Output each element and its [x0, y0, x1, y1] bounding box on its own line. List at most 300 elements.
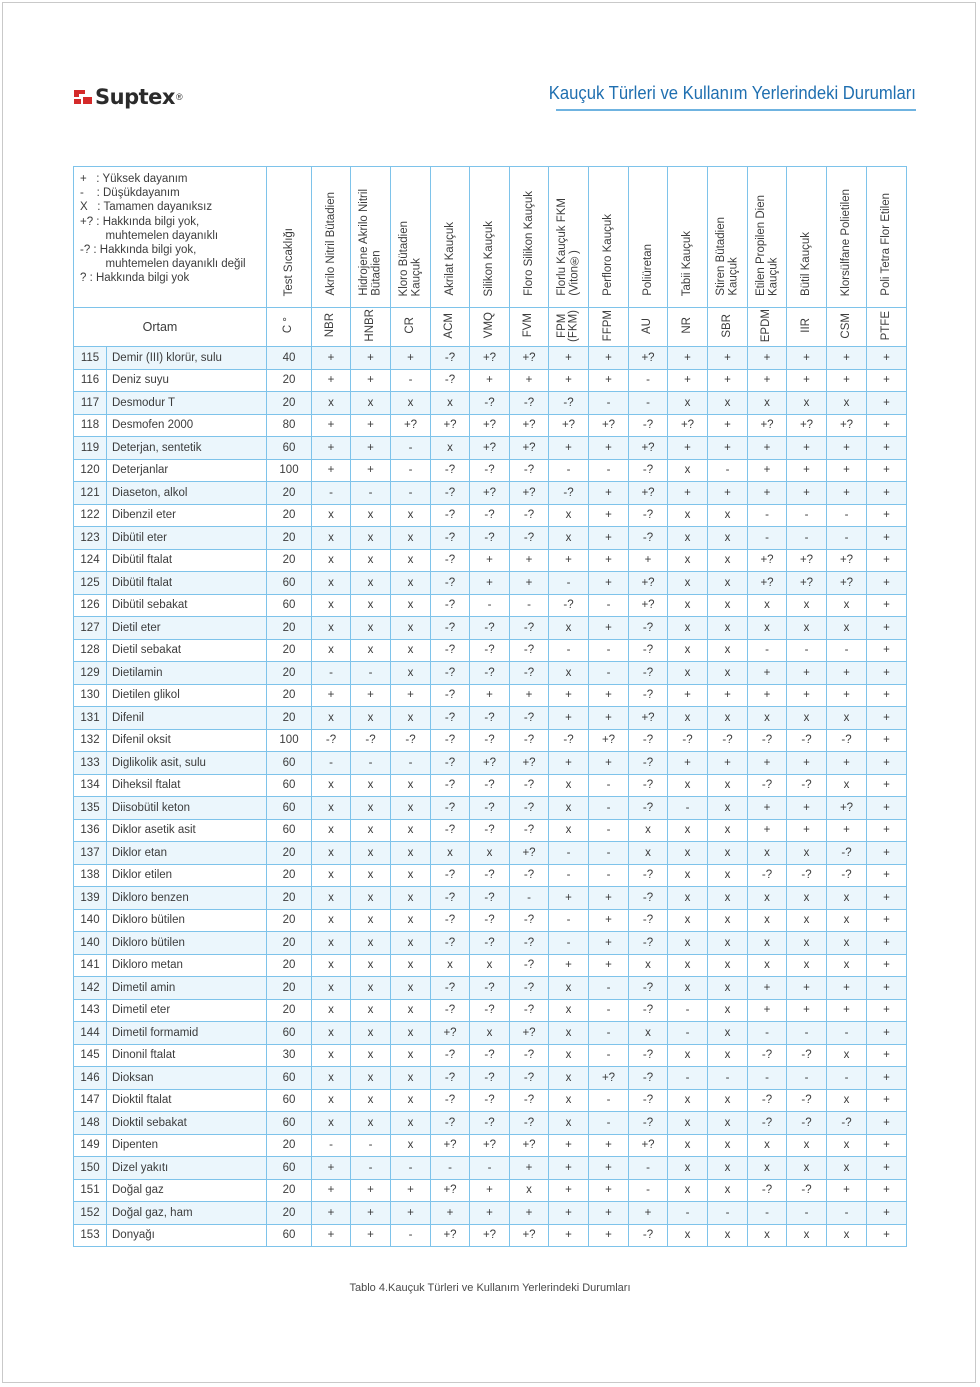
resistance-value: x [827, 1157, 867, 1180]
column-abbr-cell [431, 308, 470, 347]
resistance-value: + [867, 887, 907, 910]
column-header-fvm [510, 167, 549, 308]
resistance-value: + [748, 437, 787, 460]
resistance-value: + [827, 347, 867, 370]
resistance-value: + [827, 437, 867, 460]
resistance-value: x [391, 842, 431, 865]
table-row [74, 527, 907, 550]
resistance-value: + [589, 684, 629, 707]
column-name: Poliüretan [641, 244, 654, 296]
resistance-value: + [748, 977, 787, 1000]
resistance-value: x [787, 392, 827, 415]
resistance-value: - [351, 662, 391, 685]
row-number: 138 [74, 864, 107, 887]
resistance-value: x [549, 1089, 589, 1112]
resistance-value: -? [748, 1112, 787, 1135]
resistance-value: x [549, 1022, 589, 1045]
resistance-value: x [708, 1112, 748, 1135]
resistance-value: -? [510, 707, 549, 730]
table-row [74, 1224, 907, 1247]
test-temperature: 20 [267, 977, 312, 1000]
resistance-value: + [510, 1202, 549, 1225]
resistance-value: + [867, 459, 907, 482]
column-abbr: HNBR [363, 309, 376, 342]
test-temperature: 60 [267, 1022, 312, 1045]
resistance-value: -? [470, 527, 510, 550]
resistance-value: x [351, 864, 391, 887]
resistance-value: x [748, 909, 787, 932]
resistance-value: x [668, 1224, 708, 1247]
column-header-acm [431, 167, 470, 308]
legend-line: muhtemelen dayanıklı değil [80, 258, 246, 271]
test-temperature: 20 [267, 639, 312, 662]
resistance-value: + [351, 369, 391, 392]
column-header-vmq [470, 167, 510, 308]
resistance-value: -? [470, 774, 510, 797]
resistance-value: x [312, 797, 351, 820]
column-abbr: CSM [839, 312, 852, 339]
row-number: 150 [74, 1157, 107, 1180]
resistance-value: - [589, 459, 629, 482]
column-name: Tabii Kauçuk [681, 230, 694, 296]
resistance-value: x [668, 572, 708, 595]
resistance-value: -? [431, 572, 470, 595]
document-title: Kauçuk Türleri ve Kullanım Yerlerindeki Durumları [548, 82, 916, 103]
resistance-value: -? [470, 1067, 510, 1090]
resistance-value: + [867, 1022, 907, 1045]
medium-name: Deniz suyu [107, 369, 267, 392]
resistance-value: -? [431, 369, 470, 392]
test-temperature: 20 [267, 504, 312, 527]
resistance-value: + [589, 549, 629, 572]
resistance-value: + [867, 729, 907, 752]
medium-name: Dimetil amin [107, 977, 267, 1000]
resistance-value: + [827, 684, 867, 707]
column-abbr-cell [787, 308, 827, 347]
resistance-value: -? [787, 1044, 827, 1067]
medium-name: Donyağı [107, 1224, 267, 1247]
resistance-value: x [827, 932, 867, 955]
medium-name: Desmodur T [107, 392, 267, 415]
resistance-value: + [470, 1202, 510, 1225]
resistance-value: + [510, 572, 549, 595]
resistance-value: -? [748, 1089, 787, 1112]
resistance-value: -? [510, 977, 549, 1000]
test-temperature: 20 [267, 887, 312, 910]
resistance-value: + [312, 414, 351, 437]
resistance-value: x [787, 842, 827, 865]
resistance-value: + [470, 1179, 510, 1202]
row-number: 130 [74, 684, 107, 707]
resistance-value: -? [510, 662, 549, 685]
row-number: 142 [74, 977, 107, 1000]
resistance-value: x [391, 819, 431, 842]
table-row [74, 1157, 907, 1180]
resistance-value: + [867, 572, 907, 595]
resistance-value: x [549, 1112, 589, 1135]
resistance-value: x [391, 864, 431, 887]
resistance-value: - [668, 1022, 708, 1045]
medium-name: Dioktil ftalat [107, 1089, 267, 1112]
resistance-value: -? [391, 729, 431, 752]
medium-name: Dibenzil eter [107, 504, 267, 527]
resistance-value: -? [431, 864, 470, 887]
resistance-value: x [708, 639, 748, 662]
legend-line: + : Yüksek dayanım [80, 173, 188, 185]
resistance-value: + [668, 369, 708, 392]
resistance-value: + [748, 482, 787, 505]
temp-header [267, 167, 312, 308]
column-header-iir [787, 167, 827, 308]
table-row [74, 347, 907, 370]
resistance-value: x [351, 1089, 391, 1112]
medium-name: Diheksil ftalat [107, 774, 267, 797]
column-header-nbr [312, 167, 351, 308]
test-temperature: 20 [267, 482, 312, 505]
resistance-value: -? [629, 459, 668, 482]
resistance-value: - [748, 1202, 787, 1225]
resistance-value: -? [510, 999, 549, 1022]
table-row [74, 639, 907, 662]
resistance-value: + [549, 549, 589, 572]
resistance-value: x [708, 1224, 748, 1247]
test-temperature: 20 [267, 617, 312, 640]
column-name: Hidrojene Akrilo Nitril Bütadien [358, 189, 383, 296]
resistance-value: +? [510, 437, 549, 460]
row-number: 146 [74, 1067, 107, 1090]
resistance-value: +? [827, 549, 867, 572]
column-abbr-cell [312, 308, 351, 347]
resistance-value: -? [470, 617, 510, 640]
resistance-value: x [549, 1044, 589, 1067]
resistance-value: + [867, 1044, 907, 1067]
resistance-value: + [470, 369, 510, 392]
resistance-value: x [748, 1224, 787, 1247]
resistance-value: x [708, 954, 748, 977]
resistance-value: + [589, 482, 629, 505]
resistance-value: -? [431, 729, 470, 752]
resistance-value: + [668, 482, 708, 505]
resistance-value: + [589, 347, 629, 370]
resistance-value: + [549, 347, 589, 370]
resistance-value: x [708, 909, 748, 932]
logo-mark-icon [72, 86, 94, 108]
resistance-value: x [708, 977, 748, 1000]
resistance-value: - [827, 639, 867, 662]
resistance-value: + [787, 662, 827, 685]
resistance-value: + [351, 414, 391, 437]
resistance-value: -? [629, 1089, 668, 1112]
resistance-value: - [391, 1157, 431, 1180]
resistance-value: - [668, 797, 708, 820]
resistance-value: + [589, 437, 629, 460]
resistance-value: x [391, 909, 431, 932]
resistance-value: + [589, 527, 629, 550]
resistance-value: x [312, 999, 351, 1022]
resistance-value: x [748, 932, 787, 955]
resistance-value: -? [431, 504, 470, 527]
resistance-value: -? [629, 1067, 668, 1090]
table-row [74, 572, 907, 595]
column-abbr-cell [668, 308, 708, 347]
resistance-value: - [312, 662, 351, 685]
row-number: 134 [74, 774, 107, 797]
medium-name: Diglikolik asit, sulu [107, 752, 267, 775]
resistance-value: + [351, 1179, 391, 1202]
column-abbr-cell [748, 308, 787, 347]
resistance-value: x [391, 1022, 431, 1045]
column-name: Perfloro Kauçuk [602, 214, 615, 296]
resistance-value: +? [827, 572, 867, 595]
resistance-value: -? [431, 909, 470, 932]
table-row [74, 954, 907, 977]
resistance-value: x [827, 1224, 867, 1247]
table-row [74, 414, 907, 437]
table-row [74, 887, 907, 910]
resistance-value: -? [431, 707, 470, 730]
resistance-value: + [748, 999, 787, 1022]
resistance-value: - [312, 482, 351, 505]
resistance-value: - [351, 752, 391, 775]
resistance-value: + [589, 707, 629, 730]
column-header-epdm [748, 167, 787, 308]
resistance-value: -? [431, 347, 470, 370]
column-abbr: FPM (FKM) [556, 309, 580, 342]
resistance-value: x [668, 1179, 708, 1202]
test-temperature: 60 [267, 437, 312, 460]
resistance-value: - [589, 1112, 629, 1135]
resistance-value: x [708, 932, 748, 955]
column-abbr: FFPM [601, 309, 614, 342]
test-temperature: 20 [267, 842, 312, 865]
resistance-value: x [351, 887, 391, 910]
resistance-value: x [312, 594, 351, 617]
table-row [74, 684, 907, 707]
resistance-value: - [787, 639, 827, 662]
resistance-value: - [787, 527, 827, 550]
resistance-value: x [391, 1134, 431, 1157]
resistance-value: - [748, 1022, 787, 1045]
resistance-value: -? [629, 414, 668, 437]
row-number: 153 [74, 1224, 107, 1247]
column-name: Etilen Propilen Dien Kauçuk [754, 194, 779, 296]
row-number: 123 [74, 527, 107, 550]
resistance-value: + [312, 1224, 351, 1247]
resistance-value: x [629, 954, 668, 977]
resistance-value: x [668, 639, 708, 662]
column-abbr-cell [549, 308, 589, 347]
test-temperature: 30 [267, 1044, 312, 1067]
resistance-value: -? [787, 1179, 827, 1202]
column-abbr-cell [510, 308, 549, 347]
resistance-value: + [867, 864, 907, 887]
resistance-value: -? [549, 482, 589, 505]
column-name: Klorsülfane Polietilen [840, 188, 853, 296]
resistance-value: -? [470, 797, 510, 820]
column-abbr-cell [867, 308, 907, 347]
resistance-value: - [668, 1202, 708, 1225]
column-abbr: PTFE [879, 310, 892, 341]
resistance-value: x [312, 1067, 351, 1090]
test-temperature: 20 [267, 909, 312, 932]
resistance-value: +? [470, 414, 510, 437]
resistance-value: + [549, 752, 589, 775]
resistance-value: -? [431, 977, 470, 1000]
resistance-value: + [549, 1179, 589, 1202]
resistance-value: - [708, 1202, 748, 1225]
resistance-value: + [867, 437, 907, 460]
resistance-value: -? [549, 729, 589, 752]
resistance-value: x [748, 954, 787, 977]
resistance-value: x [708, 797, 748, 820]
resistance-value: +? [470, 752, 510, 775]
row-number: 122 [74, 504, 107, 527]
resistance-value: -? [431, 662, 470, 685]
resistance-value: x [351, 594, 391, 617]
resistance-value: -? [470, 729, 510, 752]
resistance-value: + [748, 662, 787, 685]
resistance-value: - [589, 842, 629, 865]
resistance-value: x [351, 527, 391, 550]
resistance-value: x [787, 1224, 827, 1247]
resistance-value: x [391, 392, 431, 415]
resistance-value: - [391, 752, 431, 775]
resistance-value: + [867, 999, 907, 1022]
table-row [74, 1044, 907, 1067]
resistance-value: + [867, 617, 907, 640]
column-header-au [629, 167, 668, 308]
resistance-value: -? [470, 909, 510, 932]
resistance-value: -? [629, 887, 668, 910]
test-temperature: 20 [267, 1134, 312, 1157]
resistance-table [73, 166, 907, 1247]
medium-name: Dioktil sebakat [107, 1112, 267, 1135]
resistance-value: + [549, 954, 589, 977]
resistance-value: x [549, 999, 589, 1022]
resistance-value: x [787, 932, 827, 955]
resistance-value: x [312, 774, 351, 797]
resistance-value: - [391, 437, 431, 460]
resistance-value: x [351, 1022, 391, 1045]
resistance-value: + [629, 549, 668, 572]
column-name: Poli Tetra Flor Etilen [880, 193, 893, 296]
temp-unit [267, 308, 312, 347]
resistance-value: x [312, 1044, 351, 1067]
resistance-value: x [312, 1089, 351, 1112]
resistance-value: + [312, 437, 351, 460]
resistance-value: x [391, 954, 431, 977]
resistance-value: x [351, 392, 391, 415]
resistance-value: x [312, 549, 351, 572]
table-row [74, 392, 907, 415]
column-header-hnbr [351, 167, 391, 308]
resistance-value: x [708, 1179, 748, 1202]
resistance-value: x [391, 504, 431, 527]
resistance-value: - [549, 842, 589, 865]
table-row [74, 774, 907, 797]
resistance-value: + [867, 977, 907, 1000]
resistance-value: x [391, 549, 431, 572]
resistance-value: -? [629, 774, 668, 797]
resistance-value: x [391, 887, 431, 910]
resistance-value: x [549, 662, 589, 685]
header-row-names [74, 167, 907, 308]
medium-name: Dietilamin [107, 662, 267, 685]
resistance-value: -? [629, 932, 668, 955]
resistance-value: + [351, 347, 391, 370]
medium-name: Dikloro bütilen [107, 909, 267, 932]
resistance-value: -? [629, 639, 668, 662]
resistance-value: + [312, 369, 351, 392]
resistance-value: - [589, 639, 629, 662]
test-temperature: 60 [267, 1224, 312, 1247]
resistance-value: x [668, 594, 708, 617]
resistance-value: + [867, 909, 907, 932]
medium-name: Diklor etan [107, 842, 267, 865]
resistance-value: - [470, 594, 510, 617]
resistance-value: + [867, 369, 907, 392]
column-abbr: NBR [324, 313, 337, 338]
resistance-value: x [827, 617, 867, 640]
resistance-value: + [867, 774, 907, 797]
legend-line: - : Düşükdayanım [80, 187, 180, 200]
resistance-value: -? [629, 864, 668, 887]
title-underline [556, 109, 916, 111]
resistance-value: + [708, 437, 748, 460]
test-temperature: 20 [267, 369, 312, 392]
resistance-value: -? [510, 617, 549, 640]
resistance-value: + [787, 819, 827, 842]
resistance-value: - [351, 1134, 391, 1157]
table-row [74, 999, 907, 1022]
test-temperature: 60 [267, 797, 312, 820]
resistance-value: x [708, 1157, 748, 1180]
resistance-value: -? [787, 729, 827, 752]
row-number: 115 [74, 347, 107, 370]
resistance-value: - [708, 1067, 748, 1090]
test-temperature: 60 [267, 1067, 312, 1090]
resistance-value: + [748, 684, 787, 707]
test-temperature: 20 [267, 707, 312, 730]
ortam-label: Ortam [142, 320, 178, 334]
resistance-value: x [312, 932, 351, 955]
resistance-value: -? [827, 1112, 867, 1135]
medium-name: Doğal gaz, ham [107, 1202, 267, 1225]
column-header-ffpm [589, 167, 629, 308]
resistance-value: x [787, 887, 827, 910]
resistance-value: -? [510, 729, 549, 752]
resistance-value: x [549, 774, 589, 797]
resistance-value: - [827, 1202, 867, 1225]
table-row [74, 797, 907, 820]
resistance-value: x [549, 617, 589, 640]
test-temperature: 20 [267, 392, 312, 415]
medium-name: Dietil eter [107, 617, 267, 640]
resistance-value: +? [470, 437, 510, 460]
resistance-value: - [549, 639, 589, 662]
test-temperature: 60 [267, 1112, 312, 1135]
resistance-value: +? [510, 414, 549, 437]
resistance-value: +? [787, 572, 827, 595]
row-number: 140 [74, 932, 107, 955]
resistance-value: x [312, 504, 351, 527]
resistance-value: +? [431, 1022, 470, 1045]
resistance-value: - [549, 909, 589, 932]
resistance-value: -? [431, 752, 470, 775]
resistance-value: - [668, 1067, 708, 1090]
resistance-value: x [312, 819, 351, 842]
resistance-value: x [549, 1067, 589, 1090]
